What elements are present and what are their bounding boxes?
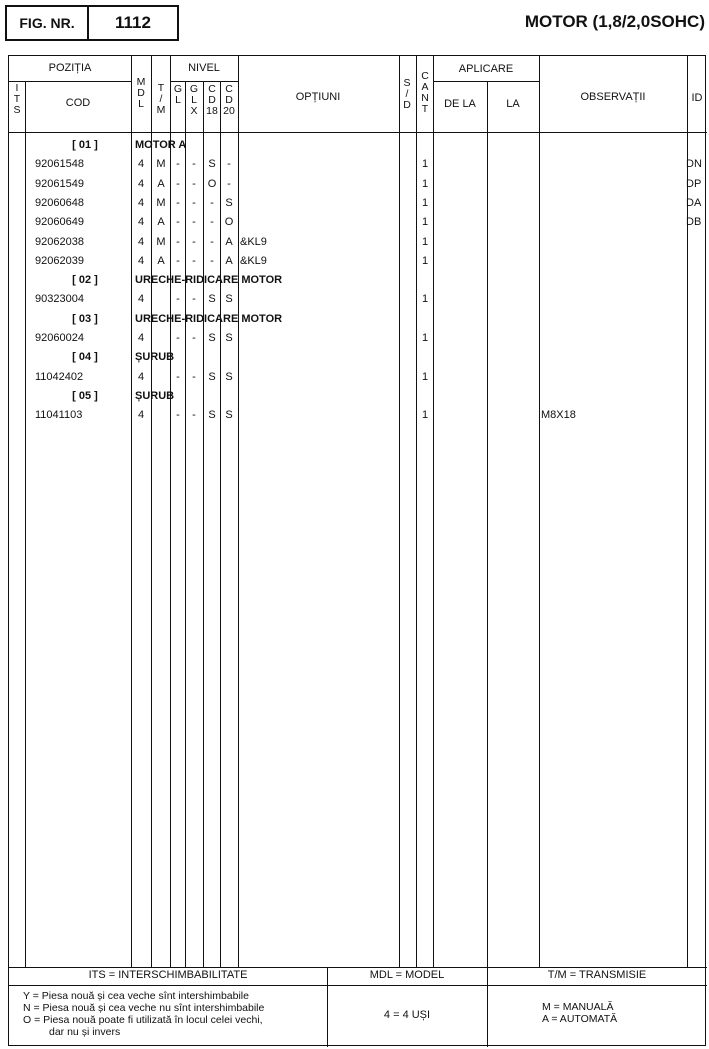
header-aplicare: APLICARE <box>458 63 514 75</box>
cell-tm: A <box>157 216 165 228</box>
header-de-la: DE LA <box>444 98 476 110</box>
cell-mdl: 4 <box>137 178 145 190</box>
part-code: 90323004 <box>35 293 84 305</box>
header-mdl: M D L <box>136 76 146 110</box>
cell-mdl: 4 <box>137 409 145 421</box>
header-gl: G L <box>173 83 183 106</box>
cell-cd20: - <box>227 158 231 170</box>
legend-its-line-4: dar nu și invers <box>49 1026 121 1038</box>
cell-mdl: 4 <box>137 197 145 209</box>
part-code: 92060649 <box>35 216 84 228</box>
cell-mdl: 4 <box>137 293 145 305</box>
cell-cd20: S <box>225 293 233 305</box>
cell-cd18: O <box>207 178 217 190</box>
fig-label: FIG. NR. <box>7 7 89 39</box>
legend-tm-line-1: M = MANUALĂ <box>542 1001 614 1013</box>
cell-glx: - <box>192 332 196 344</box>
cell-mdl: 4 <box>137 236 145 248</box>
cell-id: DP <box>686 178 702 190</box>
cell-glx: - <box>192 293 196 305</box>
cell-cant: 1 <box>421 197 429 209</box>
cell-gl: - <box>176 236 180 248</box>
cell-cant: 1 <box>421 216 429 228</box>
cell-cant: 1 <box>421 409 429 421</box>
cell-tm: A <box>157 178 165 190</box>
cell-mdl: 4 <box>137 158 145 170</box>
header-pozitia: POZIȚIA <box>48 62 92 74</box>
part-code: 92062039 <box>35 255 84 267</box>
cell-glx: - <box>192 197 196 209</box>
header-cd20: C D 20 <box>223 83 235 117</box>
cell-cant: 1 <box>421 371 429 383</box>
part-code: 92061549 <box>35 178 84 190</box>
header-cod: COD <box>65 97 91 109</box>
header-optiuni: OPȚIUNI <box>295 91 341 103</box>
header-glx: G L X <box>189 83 199 117</box>
part-code: 92062038 <box>35 236 84 248</box>
cell-gl: - <box>176 255 180 267</box>
header-its: I T S <box>13 82 21 116</box>
part-code: 92061548 <box>35 158 84 170</box>
part-code: 92060648 <box>35 197 84 209</box>
cell-cd20: A <box>225 236 233 248</box>
cell-id: DA <box>686 197 702 209</box>
section-description: ȘURUB <box>135 351 175 363</box>
fig-number: 1112 <box>115 13 151 32</box>
cell-cant: 1 <box>421 255 429 267</box>
cell-gl: - <box>176 216 180 228</box>
cell-cant: 1 <box>421 178 429 190</box>
cell-id: DB <box>686 216 702 228</box>
header-tm: T / M <box>156 82 166 116</box>
cell-gl: - <box>176 197 180 209</box>
part-code: 11041103 <box>35 409 83 421</box>
section-description: URECHE-RIDICARE MOTOR <box>135 274 283 286</box>
cell-cd18: - <box>210 197 214 209</box>
cell-glx: - <box>192 216 196 228</box>
header-sd: S / D <box>403 77 411 111</box>
cell-cd20: S <box>225 371 233 383</box>
cell-mdl: 4 <box>137 371 145 383</box>
cell-gl: - <box>176 409 180 421</box>
section-description: MOTOR A <box>135 139 187 151</box>
cell-glx: - <box>192 158 196 170</box>
legend-mdl-value: 4 = 4 UȘI <box>383 1009 431 1021</box>
cell-cd20: S <box>225 409 233 421</box>
cell-glx: - <box>192 255 196 267</box>
cell-cant: 1 <box>421 293 429 305</box>
section-description: ȘURUB <box>135 390 175 402</box>
cell-tm: A <box>157 255 165 267</box>
legend-its-line-2: N = Piesa nouă și cea veche nu sînt intershimbabile <box>23 1002 265 1014</box>
header-id: ID <box>691 92 703 104</box>
cell-cd18: - <box>210 236 214 248</box>
legend-its-line-3: O = Piesa nouă poate fi utilizată în locul celei vechi, <box>23 1014 263 1026</box>
section-position: [ 01 ] <box>72 139 98 151</box>
cell-cd18: - <box>210 255 214 267</box>
cell-cd20: S <box>225 197 233 209</box>
cell-glx: - <box>192 409 196 421</box>
cell-tm: M <box>156 236 166 248</box>
cell-cant: 1 <box>421 236 429 248</box>
cell-cant: 1 <box>421 332 429 344</box>
cell-glx: - <box>192 178 196 190</box>
cell-cd20: - <box>227 178 231 190</box>
cell-cd18: - <box>210 216 214 228</box>
cell-optiuni: &KL9 <box>240 255 267 267</box>
legend-its-title: ITS = INTERSCHIMBABILITATE <box>88 969 248 981</box>
header-la: LA <box>506 98 520 110</box>
legend-tm-title: T/M = TRANSMISIE <box>547 969 647 981</box>
cell-glx: - <box>192 236 196 248</box>
cell-cant: 1 <box>421 158 429 170</box>
cell-observatii: M8X18 <box>541 409 576 421</box>
cell-gl: - <box>176 178 180 190</box>
section-position: [ 04 ] <box>72 351 98 363</box>
cell-mdl: 4 <box>137 255 145 267</box>
cell-cd18: S <box>208 371 216 383</box>
cell-gl: - <box>176 293 180 305</box>
legend-tm-line-2: A = AUTOMATĂ <box>542 1013 618 1025</box>
cell-gl: - <box>176 371 180 383</box>
part-code: 92060024 <box>35 332 84 344</box>
cell-gl: - <box>176 332 180 344</box>
cell-mdl: 4 <box>137 216 145 228</box>
header-nivel: NIVEL <box>188 62 220 74</box>
section-description: URECHE-RIDICARE MOTOR <box>135 313 283 325</box>
header-observatii: OBSERVAȚII <box>580 91 646 103</box>
figure-number-box <box>5 5 179 41</box>
cell-cd20: O <box>224 216 234 228</box>
section-position: [ 05 ] <box>72 390 98 402</box>
cell-optiuni: &KL9 <box>240 236 267 248</box>
cell-mdl: 4 <box>137 332 145 344</box>
section-position: [ 03 ] <box>72 313 98 325</box>
legend-its-line-1: Y = Piesa nouă și cea veche sînt intershimbabile <box>23 990 249 1002</box>
cell-tm: M <box>156 158 166 170</box>
legend-mdl-title: MDL = MODEL <box>369 969 445 981</box>
section-position: [ 02 ] <box>72 274 98 286</box>
header-cd18: C D 18 <box>206 83 218 117</box>
header-cant: C A N T <box>421 70 429 115</box>
cell-cd18: S <box>208 158 216 170</box>
cell-cd20: A <box>225 255 233 267</box>
page-title: MOTOR (1,8/2,0SOHC) <box>524 12 705 31</box>
cell-cd18: S <box>208 332 216 344</box>
cell-cd18: S <box>208 409 216 421</box>
cell-cd18: S <box>208 293 216 305</box>
cell-cd20: S <box>225 332 233 344</box>
cell-tm: M <box>156 197 166 209</box>
cell-id: DN <box>686 158 702 170</box>
cell-gl: - <box>176 158 180 170</box>
part-code: 11042402 <box>35 371 84 383</box>
cell-glx: - <box>192 371 196 383</box>
parts-table <box>8 55 706 1046</box>
